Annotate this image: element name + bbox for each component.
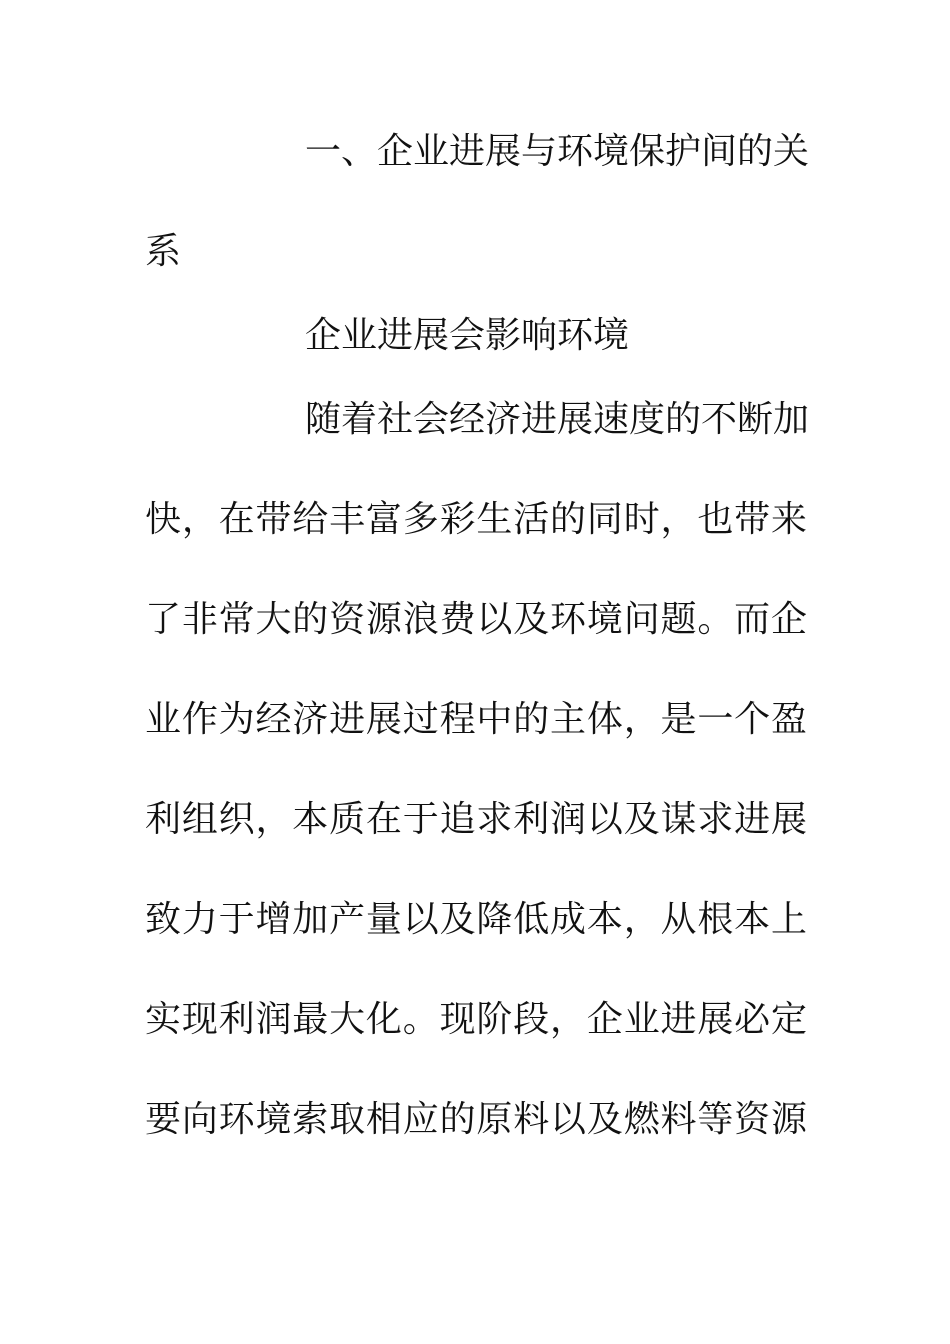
paragraph-line-4: 业作为经济进展过程中的主体，是一个盈	[145, 699, 807, 740]
paragraph-line-8: 要向环境索取相应的原料以及燃料等资源	[145, 1099, 807, 1140]
paragraph-line-3: 了非常大的资源浪费以及环境问题。而企	[145, 599, 807, 640]
paragraph-line-5: 利组织，本质在于追求利润以及谋求进展	[145, 799, 807, 840]
subheading: 企业进展会影响环境	[305, 315, 630, 356]
paragraph-line-7: 实现利润最大化。现阶段，企业进展必定	[145, 999, 807, 1040]
paragraph-line-1: 随着社会经济进展速度的不断加	[305, 399, 810, 440]
heading-line-2: 系	[145, 231, 182, 272]
paragraph-line-2: 快，在带给丰富多彩生活的同时，也带来	[145, 499, 807, 540]
heading-line-1: 一、企业进展与环境保护间的关	[305, 131, 810, 172]
paragraph-line-6: 致力于增加产量以及降低成本，从根本上	[145, 899, 807, 940]
